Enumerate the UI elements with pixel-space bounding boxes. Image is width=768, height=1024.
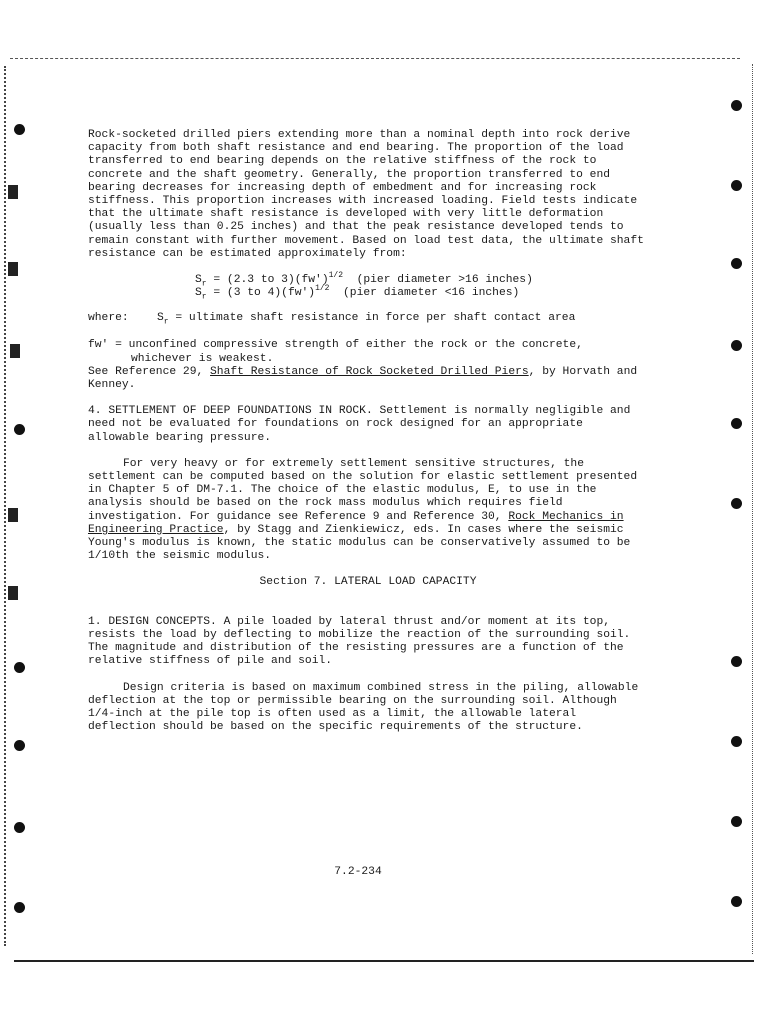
reference-30-title: Rock Mechanics in Engineering Practice bbox=[88, 510, 624, 536]
eq1-symbol: S bbox=[195, 274, 202, 287]
binder-hole-icon bbox=[14, 662, 25, 673]
eq1-rhs: = (2.3 to 3)(fw') bbox=[206, 274, 329, 287]
binder-hole-icon bbox=[14, 822, 25, 833]
page-number: 7.2-234 bbox=[334, 866, 382, 878]
punch-hole-icon bbox=[731, 656, 742, 667]
punch-hole-icon bbox=[731, 736, 742, 747]
punch-hole-icon bbox=[731, 180, 742, 191]
reference-title: Shaft Resistance of Rock Socketed Drilled Piers bbox=[210, 365, 529, 378]
sr-definition bbox=[157, 312, 575, 325]
section-4-paragraph bbox=[88, 405, 648, 445]
eq2-rhs: = (3 to 4)(fw') bbox=[206, 287, 316, 300]
eq1-condition: (pier diameter >16 inches) bbox=[343, 274, 533, 287]
scan-bottom-edge bbox=[14, 960, 754, 962]
scan-top-edge bbox=[10, 58, 740, 59]
punch-hole-icon bbox=[731, 340, 742, 351]
binder-hole-icon bbox=[14, 740, 25, 751]
eq2-exponent: 1/2 bbox=[315, 284, 330, 294]
reference-tail: , by Horvath and Kenney. bbox=[88, 365, 638, 392]
sr-subscript: r bbox=[163, 317, 169, 327]
where-label: where: bbox=[88, 312, 129, 325]
binder-clip-icon bbox=[8, 508, 18, 522]
design-concepts-paragraph: 1. DESIGN CONCEPTS. A pile loaded by lateral thrust and/or moment at its top, resists the load by deflecting to mobilize the reaction of the surrounding soil. The magnitude and distribution of the resisting pressures are a function of the relative stiffness of pile and soil. bbox=[88, 615, 631, 668]
punch-hole-icon bbox=[731, 258, 742, 269]
punch-hole-icon bbox=[731, 896, 742, 907]
where-definition-sr bbox=[88, 312, 648, 326]
eq1-subscript: r bbox=[201, 279, 207, 289]
binder-clip-icon bbox=[8, 185, 18, 199]
binder-hole-icon bbox=[14, 424, 25, 435]
punch-hole-icon bbox=[731, 418, 742, 429]
punch-hole-icon bbox=[731, 498, 742, 509]
binder-clip-icon bbox=[10, 344, 20, 358]
binder-clip-icon bbox=[8, 262, 18, 276]
reference-intro: See Reference 29, bbox=[88, 365, 211, 378]
design-criteria-paragraph: Design criteria is based on maximum combined stress in the piling, allowable deflection at the top or permissible bearing on the surrounding soil. Although 1/4-inch at the pile top is often used as a limit, the allowable lateral deflection should be based on the specific requirements of the structure. bbox=[88, 681, 639, 734]
heavy-structures-text: For very heavy or for extremely settlement sensitive structures, the settlement can be computed based on the solution for elastic settlement presented in Chapter 5 of DM-7.1. The choice of the elastic modulus, E, to use in the analysis should be based on the rock mass modulus which requires field investigation. For guidance see Reference 9 and Reference 30, bbox=[88, 457, 638, 523]
section-4-text: Settlement is normally negligible and need not be evaluated for foundations on rock designed for an appropriate allowable bearing pressure. bbox=[88, 405, 631, 444]
binder-clip-icon bbox=[8, 586, 18, 600]
eq1-exponent: 1/2 bbox=[328, 271, 344, 281]
punch-hole-icon bbox=[731, 816, 742, 827]
scan-right-edge bbox=[752, 64, 753, 954]
fw-definition: fw' = unconfined compressive strength of either the rock or the concrete, whichever is weakest. bbox=[88, 339, 583, 365]
eq2-condition: (pier diameter <16 inches) bbox=[329, 287, 520, 300]
sr-symbol: S bbox=[157, 312, 164, 325]
eq2-subscript: r bbox=[201, 292, 207, 302]
reference-29 bbox=[88, 366, 648, 392]
punch-hole-icon bbox=[731, 100, 742, 111]
binder-hole-icon bbox=[14, 124, 25, 135]
heavy-structures-tail: , by Stagg and Zienkiewicz, eds. In cases where the seismic Young's modulus is known, the static modulus can be conservatively assumed to be 1/10th the seismic modulus. bbox=[88, 523, 631, 563]
section-4-heading: 4. SETTLEMENT OF DEEP FOUNDATIONS IN ROCK. bbox=[88, 405, 373, 418]
paragraph-rock-socketed: Rock-socketed drilled piers extending more than a nominal depth into rock derive capacity from both shaft resistance and end bearing. The proportion of the load transferred to end bearing depends on the relative stiffness of the rock to concrete and the shaft geometry. Generally, the proportion transferred to end bearing decreases for increasing depth of embedment and for increasing rock stiffness. This proportion increases with increased loading. Field tests indicate that the ultimate shaft resistance is developed with very little deformation (usually less than 0.25 inches) and that the peak resistance developed tends to remain constant with further movement. Based on load test data, the ultimate shaft resistance can be estimated approximately from: bbox=[88, 129, 644, 260]
sr-definition-text: = ultimate shaft resistance in force per shaft contact area bbox=[168, 312, 576, 325]
document-body bbox=[88, 129, 648, 747]
scan-left-edge bbox=[4, 66, 6, 946]
equation-large-diameter bbox=[195, 271, 648, 302]
binder-hole-icon bbox=[14, 902, 25, 913]
paragraph-heavy-structures bbox=[88, 458, 648, 564]
section-7-title: Section 7. LATERAL LOAD CAPACITY bbox=[259, 576, 477, 589]
eq2-symbol: S bbox=[195, 287, 202, 300]
